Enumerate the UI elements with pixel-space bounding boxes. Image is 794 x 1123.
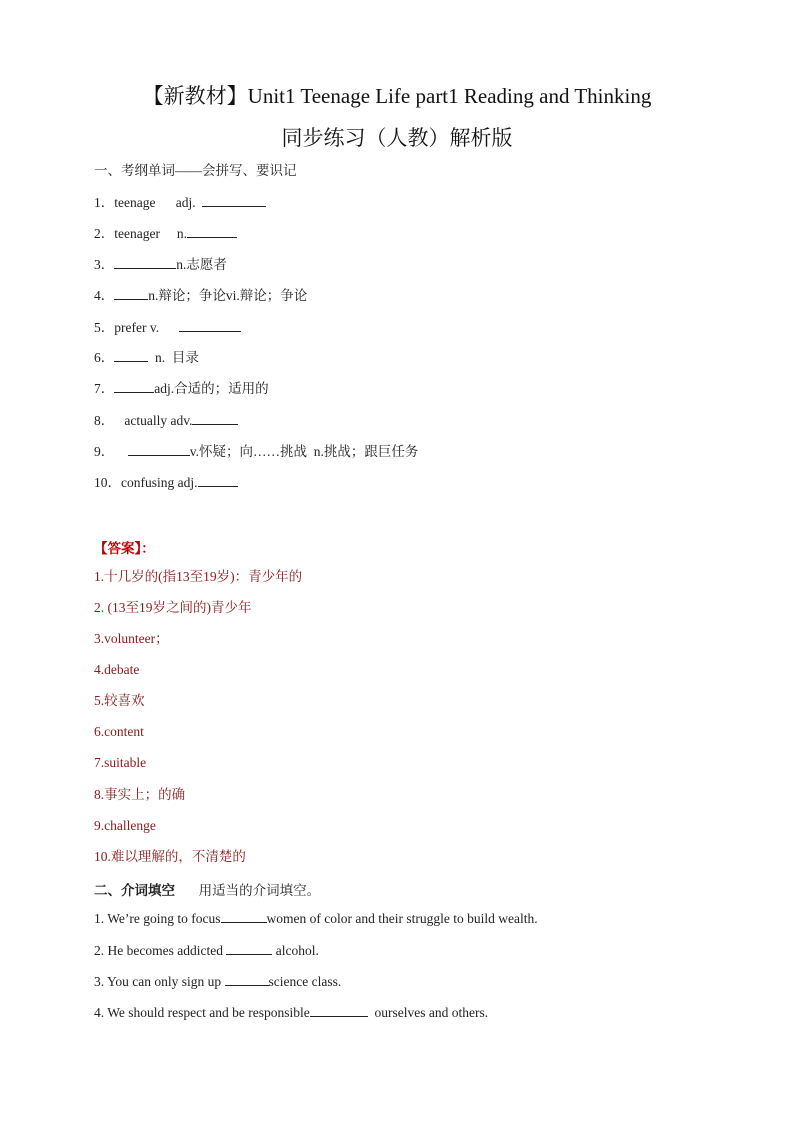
preposition-item-2: 2. He becomes addicted alcohol. [94, 943, 319, 958]
vocab-item-7: 7． adj.合适的；适用的 [94, 381, 269, 396]
answer-item-5: 5.较喜欢 [94, 693, 145, 708]
answers-heading: 【答案】： [94, 541, 155, 556]
answer-item-2: 2. (13至19岁之间的)青少年 [94, 600, 252, 615]
answer-item-6: 6.content [94, 724, 144, 739]
answer-item-4: 4.debate [94, 662, 140, 677]
vocab-item-10: 10．confusing adj. [94, 474, 238, 492]
section2-heading-label: 二、介词填空 [94, 883, 175, 898]
answer-blank[interactable] [128, 443, 190, 456]
preposition-item-1: 1. We’re going to focus women of color and their struggle to build wealth. [94, 911, 538, 926]
answer-item-1: 1.十几岁的(指13至19岁)：青少年的 [94, 569, 303, 584]
answer-blank[interactable] [114, 256, 176, 269]
answer-blank[interactable] [179, 319, 241, 332]
preposition-item-3: 3. You can only sign up science class. [94, 974, 342, 989]
answer-blank[interactable] [198, 474, 238, 487]
answer-blank[interactable] [221, 910, 267, 923]
vocab-item-3: 3． n.志愿者 [94, 257, 227, 272]
document-title-line-1: 【新教材】Unit1 Teenage Life part1 Reading and Thinking [142, 84, 652, 108]
answer-blank[interactable] [192, 412, 238, 425]
answer-blank[interactable] [226, 942, 272, 955]
answer-item-10: 10.难以理解的，不清楚的 [94, 849, 246, 864]
section2-heading [94, 879, 320, 899]
vocab-item-8: 8． actually adv. [94, 412, 238, 430]
answer-item-7: 7.suitable [94, 755, 147, 770]
section2-heading-instruction: 用适当的介词填空。 [175, 883, 321, 898]
vocab-item-2: 2．teenager n. [94, 225, 237, 243]
vocab-item-1: 1．teenage adj. [94, 194, 266, 212]
preposition-item-4: 4. We should respect and be responsible ourselves and others. [94, 1005, 489, 1020]
document-title-line-2: 同步练习（人教）解析版 [281, 126, 513, 150]
vocab-item-5: 5．prefer v. [94, 319, 241, 337]
answer-blank[interactable] [114, 380, 154, 393]
vocab-item-9: 9． v.怀疑；向……挑战 n.挑战；跟巨任务 [94, 444, 419, 459]
answer-item-3: 3.volunteer； [94, 631, 169, 646]
answer-blank[interactable] [187, 225, 237, 238]
answer-blank[interactable] [114, 287, 148, 300]
answer-item-8: 8.事实上；的确 [94, 787, 186, 802]
vocab-item-4: 4． n.辩论；争论vi.辩论；争论 [94, 288, 308, 303]
answer-blank[interactable] [225, 973, 269, 986]
vocab-item-6: 6． n. 目录 [94, 350, 199, 365]
answer-item-9: 9.challenge [94, 818, 156, 833]
answer-blank[interactable] [310, 1004, 368, 1017]
answer-blank[interactable] [202, 194, 266, 207]
section1-heading: 一、考纲单词——会拼写、要识记 [94, 163, 297, 178]
answer-blank[interactable] [114, 349, 148, 362]
